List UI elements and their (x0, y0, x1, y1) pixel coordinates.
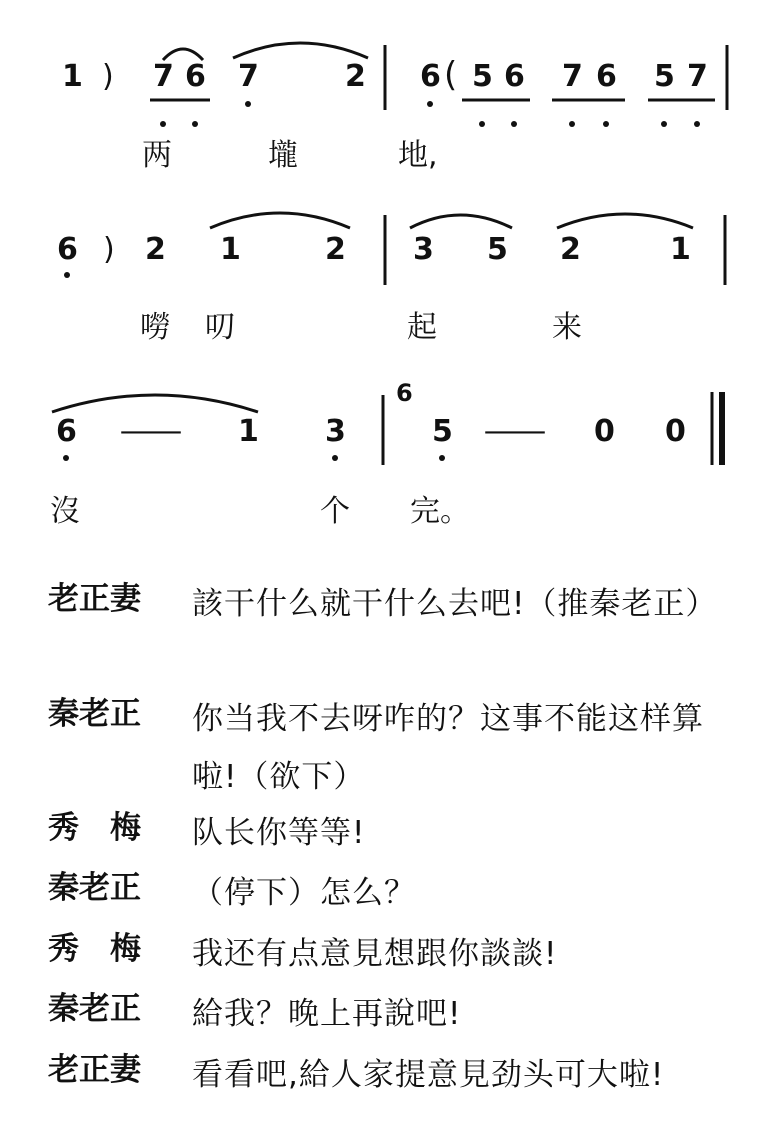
note-dash: — (118, 414, 180, 449)
note: 6 (420, 59, 441, 94)
lyric: 来 (552, 310, 582, 345)
lyric: 完。 (410, 494, 470, 529)
note: 3 (413, 232, 434, 267)
speaker-name: 秀 梅 (48, 931, 141, 967)
speaker-name: 秦老正 (48, 991, 141, 1027)
score-measure-label: 6 (57, 232, 78, 267)
note: 7 (153, 59, 174, 94)
dialogue-text: （停下）怎么？ (192, 875, 416, 911)
slur (233, 43, 368, 58)
score-paren: ( (444, 55, 458, 95)
note: 2 (145, 232, 166, 267)
note: 1 (238, 414, 259, 449)
note: 7 (562, 59, 583, 94)
note: 6 (56, 414, 77, 449)
speaker-name: 秦老正 (48, 696, 141, 732)
dialogue-text: 看看吧,給人家提意見劲头可大啦! (192, 1057, 665, 1093)
slur (52, 395, 258, 412)
note: 5 (432, 414, 453, 449)
lyric: 沒 (50, 494, 80, 529)
lyric: 起 (407, 310, 437, 345)
grace-note: 6 (396, 379, 413, 407)
dialogue-text: 給我？晚上再說吧! (192, 996, 462, 1032)
note: 5 (472, 59, 493, 94)
speaker-name: 秀 梅 (48, 810, 141, 846)
dialogue-text: 你当我不去呀咋的？这事不能这样算啦!（欲下） (192, 701, 704, 795)
score-measure-label: 1 (62, 59, 83, 94)
note: 2 (560, 232, 581, 267)
note: 6 (596, 59, 617, 94)
note: 7 (687, 59, 708, 94)
slur (410, 215, 512, 228)
dialogue-text: 队长你等等! (192, 815, 366, 851)
lyric: 嘮 (140, 310, 170, 345)
note: 7 (238, 59, 259, 94)
note: 0 (665, 414, 686, 449)
note: 1 (670, 232, 691, 267)
note: 5 (487, 232, 508, 267)
score-paren: ) (102, 59, 114, 94)
lyric: 叨 (205, 310, 235, 345)
music-score (0, 0, 772, 560)
lyric: 个 (320, 494, 350, 529)
note: 6 (185, 59, 206, 94)
dialogue-text: 我还有点意見想跟你談談! (192, 936, 558, 972)
slur (557, 214, 693, 228)
note: 6 (504, 59, 525, 94)
lyric: 地, (398, 138, 438, 173)
dialogue-text: 該干什么就干什么去吧!（推秦老正） (192, 586, 718, 622)
speaker-name: 老正妻 (48, 1052, 141, 1088)
note-dash: — (482, 414, 548, 449)
note: 5 (654, 59, 675, 94)
note: 1 (220, 232, 241, 267)
score-paren: ) (103, 232, 115, 267)
speaker-name: 老正妻 (48, 581, 141, 617)
note: 2 (345, 59, 366, 94)
slur (210, 213, 350, 228)
note: 2 (325, 232, 346, 267)
speaker-name: 秦老正 (48, 870, 141, 906)
note: 0 (594, 414, 615, 449)
note: 3 (325, 414, 346, 449)
lyric: 两 (142, 138, 172, 173)
lyric: 壠 (268, 138, 298, 173)
